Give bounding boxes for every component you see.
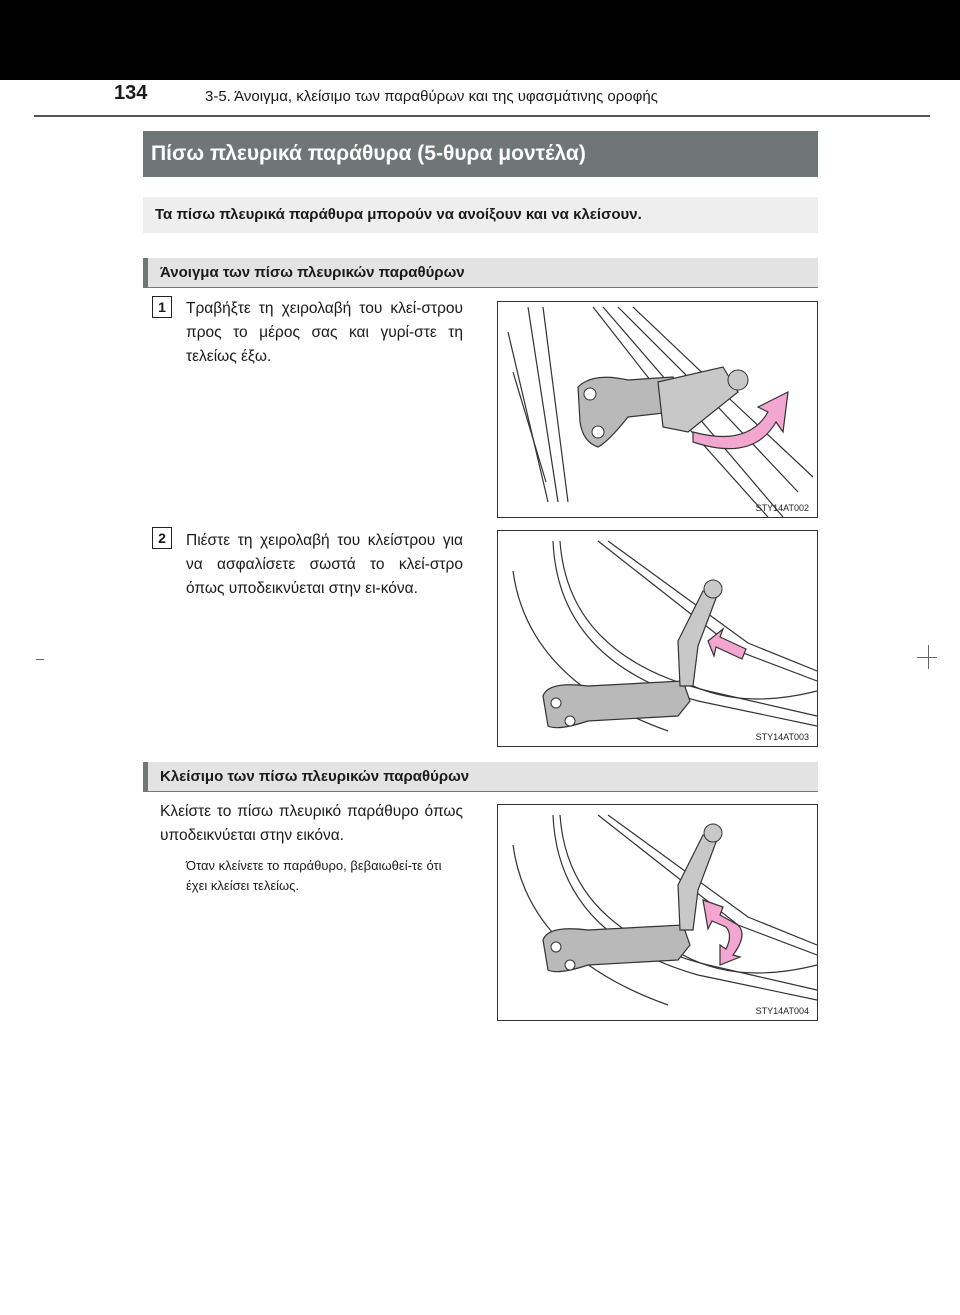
step-1-text: Τραβήξτε τη χειρολαβή του κλεί-στρου προς το μέρος σας και γυρί-στε τη τελείως έξω. bbox=[186, 300, 463, 365]
closing-text: Κλείστε το πίσω πλευρικό παράθυρο όπως υποδεικνύεται στην εικόνα. bbox=[160, 803, 463, 844]
figure-step-1 bbox=[497, 301, 818, 518]
running-head: 3-5. Άνοιγμα, κλείσιμο των παραθύρων και της υφασμάτινης οροφής bbox=[205, 88, 658, 105]
closing-heading: Κλείσιμο των πίσω πλευρικών παραθύρων bbox=[143, 762, 818, 792]
crop-mark bbox=[36, 659, 44, 660]
crop-mark bbox=[928, 645, 929, 669]
figure-code: STY14AT003 bbox=[755, 732, 809, 742]
close-arrow-icon bbox=[703, 900, 742, 965]
figure-code: STY14AT002 bbox=[755, 503, 809, 513]
intro-box: Τα πίσω πλευρικά παράθυρα μπορούν να ανοίξουν και να κλείσουν. bbox=[143, 197, 818, 233]
figure-code: STY14AT004 bbox=[755, 1006, 809, 1016]
section-banner: Πίσω πλευρικά παράθυρα (5-θυρα μοντέλα) bbox=[143, 131, 818, 177]
crop-mark bbox=[917, 657, 937, 658]
push-arrow-icon bbox=[708, 629, 746, 659]
step-2-text: Πιέστε τη χειρολαβή του κλείστρου για να ασφαλίσετε σωστά το κλεί-στρο όπως υποδεικνύεται στην ει-κόνα. bbox=[186, 532, 463, 597]
page-number: 134 bbox=[114, 82, 148, 104]
opening-heading: Άνοιγμα των πίσω πλευρικών παραθύρων bbox=[143, 258, 818, 288]
latch-open-illustration bbox=[498, 302, 817, 517]
latch-close-illustration bbox=[498, 805, 817, 1020]
top-black-bar bbox=[0, 0, 960, 80]
step-1-badge: 1 bbox=[152, 296, 172, 318]
header-rule bbox=[34, 115, 930, 117]
figure-closing bbox=[497, 804, 818, 1021]
closing-note: Όταν κλείνετε το παράθυρο, βεβαιωθεί-τε ότι έχει κλείσει τελείως. bbox=[186, 858, 442, 893]
step-2-badge: 2 bbox=[152, 527, 172, 549]
figure-step-2 bbox=[497, 530, 818, 747]
latch-lock-illustration bbox=[498, 531, 817, 746]
